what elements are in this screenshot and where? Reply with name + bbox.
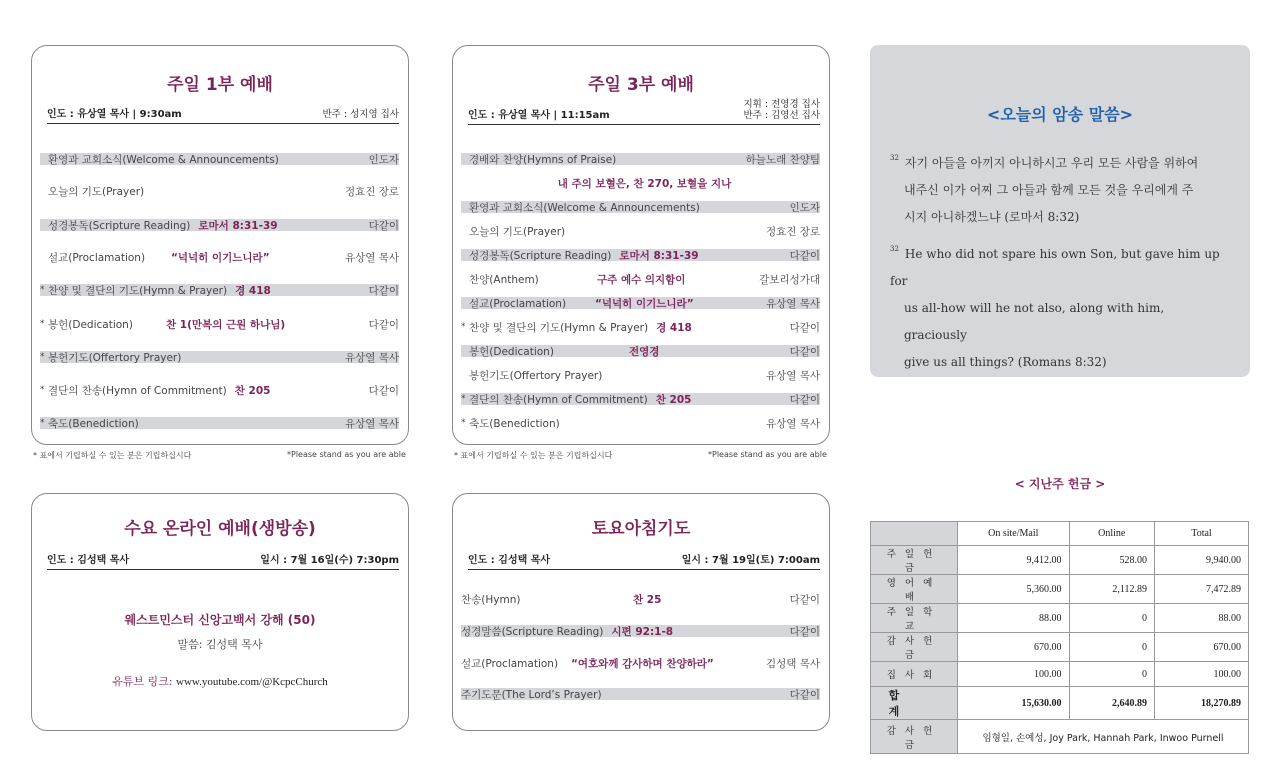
saturday-row bbox=[461, 593, 820, 605]
service1-accompanist: 반주 : 성지영 집사 bbox=[322, 109, 399, 120]
service3-item-detail: 로마서 8:31-39 bbox=[619, 249, 699, 262]
service1-row bbox=[40, 318, 399, 330]
wednesday-preacher: 말씀: 김성택 목사 bbox=[177, 638, 263, 651]
service3-item-leader: 하늘노래 찬양팀 bbox=[745, 153, 820, 166]
wednesday-title: 수요 온라인 예배(생방송) bbox=[124, 519, 316, 539]
verse-en-line-1: He who did not spare his own Son, but gave him up for bbox=[890, 247, 1220, 288]
offering-header-blank bbox=[871, 522, 958, 546]
service3-row bbox=[461, 369, 820, 381]
service1-item-name: 봉헌기도(Offertory Prayer) bbox=[48, 351, 182, 364]
wednesday-datetime: 일시 : 7월 16일(수) 7:30pm bbox=[260, 555, 399, 566]
service1-row bbox=[40, 185, 399, 197]
verse-en-line-2: us all-how will he not also, along with him, graciously bbox=[904, 301, 1165, 342]
service1-title: 주일 1부 예배 bbox=[167, 75, 273, 95]
service3-item-detail: 경 418 bbox=[656, 321, 692, 334]
service3-stand-marker: * bbox=[461, 418, 466, 428]
wednesday-topic: 웨스트민스터 신앙고백서 강해 (50) bbox=[124, 613, 316, 627]
offering-total: 9,940.00 bbox=[1154, 546, 1248, 575]
saturday-title: 토요아침기도 bbox=[591, 519, 691, 539]
offering-title: < 지난주 헌금 > bbox=[1014, 477, 1106, 491]
offering-online: 0 bbox=[1069, 604, 1154, 633]
service3-item-leader: 다같이 bbox=[789, 345, 820, 358]
wednesday-leader: 인도 : 김성택 목사 bbox=[47, 555, 130, 566]
service1-leader: 인도 : 유상열 목사 | 9:30am bbox=[47, 109, 182, 120]
service3-accompanist: 반주 : 김영선 집사 bbox=[743, 110, 820, 121]
saturday-item-leader: 다같이 bbox=[789, 593, 820, 606]
service1-row bbox=[40, 219, 399, 231]
saturday-leader-line bbox=[468, 550, 820, 570]
offering-total-onsite: 15,630.00 bbox=[958, 687, 1070, 720]
service3-row bbox=[461, 393, 820, 405]
service1-item-leader: 정효진 장로 bbox=[344, 185, 399, 198]
service3-row bbox=[461, 417, 820, 429]
offering-category: 영어예배 bbox=[871, 575, 958, 604]
service1-item-detail: 찬 205 bbox=[234, 384, 271, 397]
service1-item-detail: 경 418 bbox=[235, 284, 271, 297]
service1-note-left: * 표에서 기립하실 수 있는 분은 기립하십시다 bbox=[33, 451, 192, 460]
service3-item-leader: 다같이 bbox=[789, 393, 820, 406]
memory-verse-box bbox=[870, 45, 1250, 377]
service3-note-left: * 표에서 기립하실 수 있는 분은 기립하십시다 bbox=[454, 451, 613, 460]
service3-row bbox=[461, 345, 820, 357]
service3-card bbox=[452, 45, 830, 445]
service1-item-name: 봉헌(Dedication) bbox=[48, 318, 133, 331]
verse-number-ko: 32 bbox=[890, 154, 899, 162]
service1-item-leader: 다같이 bbox=[368, 284, 399, 297]
service3-item-name: 봉헌기도(Offertory Prayer) bbox=[469, 369, 603, 382]
wednesday-link-line bbox=[32, 673, 408, 689]
saturday-datetime: 일시 : 7월 19일(토) 7:00am bbox=[681, 555, 820, 566]
service1-card bbox=[31, 45, 409, 445]
service1-item-name: 환영과 교회소식(Welcome & Announcements) bbox=[48, 153, 279, 166]
service1-stand-marker: * bbox=[40, 319, 45, 329]
service3-item-leader: 갈보리성가대 bbox=[759, 273, 820, 286]
service3-item-detail: 찬 205 bbox=[655, 393, 692, 406]
offering-total-label: 합계 bbox=[871, 687, 958, 720]
service3-item-name: 축도(Benediction) bbox=[469, 417, 560, 430]
saturday-item-detail: “여호와께 감사하며 찬양하라” bbox=[571, 657, 714, 670]
service1-item-leader: 다같이 bbox=[368, 318, 399, 331]
offering-onsite: 5,360.00 bbox=[958, 575, 1070, 604]
service1-row bbox=[40, 153, 399, 165]
service3-item-leader: 인도자 bbox=[789, 201, 820, 214]
offering-total: 7,472.89 bbox=[1154, 575, 1248, 604]
wednesday-card bbox=[31, 493, 409, 731]
verse-en-line-3: give us all things? (Romans 8:32) bbox=[904, 355, 1107, 369]
offering-col-total: Total bbox=[1154, 522, 1248, 546]
service3-conductor: 지휘 : 전영경 집사 bbox=[743, 99, 820, 110]
service3-item-name: 성경봉독(Scripture Reading) bbox=[469, 249, 612, 262]
service3-note-right: *Please stand as you are able bbox=[708, 450, 827, 459]
offering-total-row bbox=[871, 687, 1249, 720]
offering-total: 100.00 bbox=[1154, 662, 1248, 687]
service1-row bbox=[40, 417, 399, 429]
service3-leader-line bbox=[468, 98, 820, 125]
offering-col-online: Online bbox=[1069, 522, 1154, 546]
service1-row bbox=[40, 351, 399, 363]
offering-row bbox=[871, 575, 1249, 604]
offering-col-onsite: On site/Mail bbox=[958, 522, 1070, 546]
offering-total: 88.00 bbox=[1154, 604, 1248, 633]
offering-thanks-names: 임형일, 손예성, Joy Park, Hannah Park, Inwoo Purnell bbox=[958, 720, 1249, 754]
offering-onsite: 9,412.00 bbox=[958, 546, 1070, 575]
offering-row bbox=[871, 633, 1249, 662]
offering-online: 0 bbox=[1069, 662, 1154, 687]
offering-category: 집사회 bbox=[871, 662, 958, 687]
service3-row bbox=[461, 249, 820, 261]
offering-onsite: 88.00 bbox=[958, 604, 1070, 633]
service1-item-leader: 유상열 목사 bbox=[344, 417, 399, 430]
offering-online: 528.00 bbox=[1069, 546, 1154, 575]
service1-stand-marker: * bbox=[40, 352, 45, 362]
verse-ko-line-3: 시지 아니하겠느냐 (로마서 8:32) bbox=[904, 210, 1080, 224]
saturday-item-leader: 다같이 bbox=[789, 625, 820, 638]
service3-staff bbox=[744, 99, 821, 121]
wednesday-link[interactable]: www.youtube.com/@KcpcChurch bbox=[176, 676, 328, 688]
service3-item-detail: “넉넉히 이기느니라” bbox=[595, 297, 694, 310]
service1-item-leader: 인도자 bbox=[368, 153, 399, 166]
offering-row bbox=[871, 546, 1249, 575]
saturday-item-detail: 찬 25 bbox=[633, 593, 662, 606]
service3-title: 주일 3부 예배 bbox=[588, 75, 694, 95]
service3-item-leader: 유상열 목사 bbox=[765, 297, 820, 310]
verse-title: <오늘의 암송 말씀> bbox=[986, 105, 1134, 124]
saturday-item-name: 주기도문(The Lord’s Prayer) bbox=[461, 688, 602, 701]
offering-category: 주일학교 bbox=[871, 604, 958, 633]
service3-item-detail: 내 주의 보혈은, 찬 270, 보혈을 지나 bbox=[557, 177, 732, 190]
service3-stand-marker: * bbox=[461, 394, 466, 404]
service1-row bbox=[40, 384, 399, 396]
verse-ko-line-2: 내주신 이가 어찌 그 아들과 함께 모든 것을 우리에게 주 bbox=[904, 183, 1194, 197]
service3-item-name: 설교(Proclamation) bbox=[469, 297, 567, 310]
service1-item-detail: 찬 1(만복의 근원 하나님) bbox=[166, 318, 286, 331]
saturday-item-name: 찬송(Hymn) bbox=[461, 593, 521, 606]
service1-item-name: 성경봉독(Scripture Reading) bbox=[48, 219, 191, 232]
offering-online: 0 bbox=[1069, 633, 1154, 662]
offering-thanks-label: 감사헌금 bbox=[871, 720, 958, 754]
service1-item-name: 결단의 찬송(Hymn of Commitment) bbox=[48, 384, 227, 397]
service1-item-name: 축도(Benediction) bbox=[48, 417, 139, 430]
saturday-row bbox=[461, 688, 820, 700]
offering-total-total: 18,270.89 bbox=[1154, 687, 1248, 720]
offering-total-online: 2,640.89 bbox=[1069, 687, 1154, 720]
service3-item-detail: 전영경 bbox=[629, 345, 660, 358]
service1-stand-marker: * bbox=[40, 385, 45, 395]
service3-item-name: 봉헌(Dedication) bbox=[469, 345, 554, 358]
service3-leader: 인도 : 유상열 목사 | 11:15am bbox=[468, 110, 610, 121]
verse-ko-line-1: 자기 아들을 아끼지 아니하시고 우리 모든 사람을 위하여 bbox=[904, 156, 1199, 170]
service1-item-leader: 유상열 목사 bbox=[344, 251, 399, 264]
saturday-item-leader: 김성택 목사 bbox=[765, 657, 820, 670]
service1-item-name: 오늘의 기도(Prayer) bbox=[48, 185, 145, 198]
service3-item-name: 환영과 교회소식(Welcome & Announcements) bbox=[469, 201, 700, 214]
service1-item-name: 설교(Proclamation) bbox=[48, 251, 146, 264]
offering-online: 2,112.89 bbox=[1069, 575, 1154, 604]
verse-english bbox=[890, 236, 1230, 376]
offering-thanks-row bbox=[871, 720, 1249, 754]
service1-note-right: *Please stand as you are able bbox=[287, 450, 406, 459]
offering-header-row bbox=[871, 522, 1249, 546]
service1-item-leader: 다같이 bbox=[368, 384, 399, 397]
offering-table bbox=[870, 521, 1249, 754]
service3-row bbox=[461, 273, 820, 285]
service1-item-detail: “넉넉히 이기느니라” bbox=[171, 251, 270, 264]
saturday-row bbox=[461, 625, 820, 637]
saturday-card bbox=[452, 493, 830, 731]
saturday-item-name: 성경말씀(Scripture Reading) bbox=[461, 625, 604, 638]
saturday-leader: 인도 : 김성택 목사 bbox=[468, 555, 551, 566]
service3-item-name: 경배와 찬양(Hymns of Praise) bbox=[469, 153, 617, 166]
service3-stand-marker: * bbox=[461, 322, 466, 332]
service3-row bbox=[461, 153, 820, 165]
service3-item-leader: 유상열 목사 bbox=[765, 417, 820, 430]
service1-row bbox=[40, 284, 399, 296]
service3-row bbox=[461, 201, 820, 213]
saturday-item-detail: 시편 92:1-8 bbox=[611, 625, 674, 638]
service3-row bbox=[461, 225, 820, 237]
offering-row bbox=[871, 604, 1249, 633]
service3-item-name: 결단의 찬송(Hymn of Commitment) bbox=[469, 393, 648, 406]
service1-item-name: 찬양 및 결단의 기도(Hymn & Prayer) bbox=[48, 284, 228, 297]
service3-item-leader: 유상열 목사 bbox=[765, 369, 820, 382]
verse-number-en: 32 bbox=[890, 245, 899, 253]
service3-row bbox=[461, 321, 820, 333]
saturday-row bbox=[461, 657, 820, 669]
service3-item-name: 오늘의 기도(Prayer) bbox=[469, 225, 566, 238]
offering-onsite: 100.00 bbox=[958, 662, 1070, 687]
wednesday-leader-line bbox=[47, 550, 399, 570]
service3-item-leader: 정효진 장로 bbox=[765, 225, 820, 238]
service3-item-leader: 다같이 bbox=[789, 249, 820, 262]
service1-item-detail: 로마서 8:31-39 bbox=[198, 219, 278, 232]
service1-leader-line bbox=[47, 104, 399, 124]
service3-item-name: 찬양 및 결단의 기도(Hymn & Prayer) bbox=[469, 321, 649, 334]
offering-onsite: 670.00 bbox=[958, 633, 1070, 662]
service1-stand-marker: * bbox=[40, 285, 45, 295]
service1-item-leader: 다같이 bbox=[368, 219, 399, 232]
service3-item-leader: 다같이 bbox=[789, 321, 820, 334]
saturday-item-name: 설교(Proclamation) bbox=[461, 657, 559, 670]
wednesday-link-label: 유튜브 링크: bbox=[112, 675, 173, 688]
service1-row bbox=[40, 251, 399, 263]
offering-row bbox=[871, 662, 1249, 687]
offering-total: 670.00 bbox=[1154, 633, 1248, 662]
offering-rows bbox=[871, 546, 1249, 687]
offering-category: 주일헌금 bbox=[871, 546, 958, 575]
service3-row bbox=[461, 177, 820, 189]
service3-item-detail: 구주 예수 의지함이 bbox=[597, 273, 686, 286]
service3-row bbox=[461, 297, 820, 309]
service3-item-name: 찬양(Anthem) bbox=[469, 273, 539, 286]
service1-item-leader: 유상열 목사 bbox=[344, 351, 399, 364]
offering-category: 감사헌금 bbox=[871, 633, 958, 662]
saturday-item-leader: 다같이 bbox=[789, 688, 820, 701]
service1-stand-marker: * bbox=[40, 418, 45, 428]
verse-korean bbox=[890, 145, 1230, 231]
